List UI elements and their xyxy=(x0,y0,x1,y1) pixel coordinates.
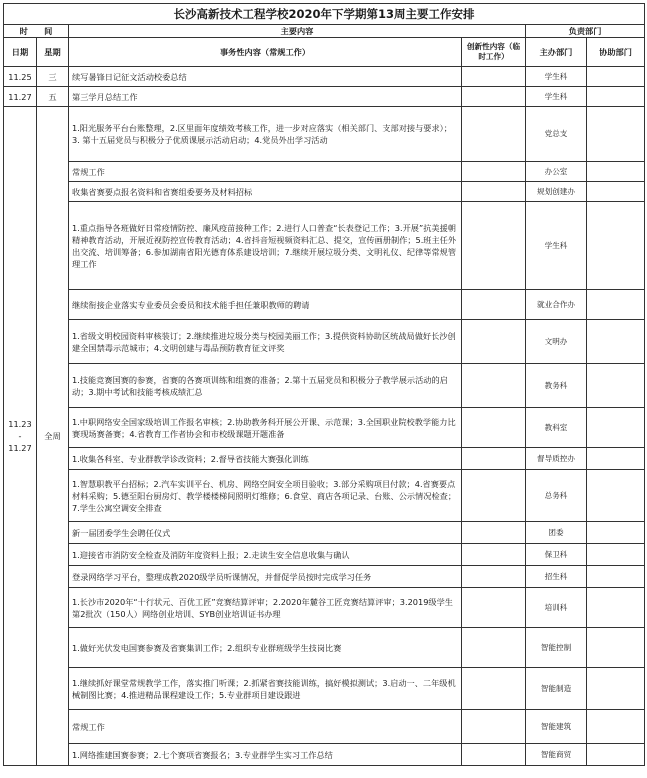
row-lead-dept: 招生科 xyxy=(526,566,587,588)
row-assist-dept xyxy=(587,87,645,107)
row-lead-dept: 智能控制 xyxy=(526,628,587,668)
row-task: 常规工作 xyxy=(69,162,462,182)
row-assist-dept xyxy=(587,710,645,744)
row-lead-dept: 学生科 xyxy=(526,202,587,290)
table-row xyxy=(4,408,645,448)
page-title: 长沙高新技术工程学校2020年下学期第13周主要工作安排 xyxy=(4,4,645,25)
row-task: 1.做好光伏发电国赛参赛及省赛集训工作；2.组织专业群班级学生技岗比赛 xyxy=(69,628,462,668)
row-lead-dept: 就业合作办 xyxy=(526,290,587,320)
row-task: 1.长沙市2020年“十行状元、百优工匠”竞赛结算评审；2.2020年麓谷工匠竞赛结算评审；3.2019级学生第2批次（150人）网络创业培训、SYB创业培训证书办理 xyxy=(69,588,462,628)
row-task: 第三学月总结工作 xyxy=(69,87,462,107)
row-creative xyxy=(462,182,526,202)
row-creative xyxy=(462,588,526,628)
row-lead-dept: 培训科 xyxy=(526,588,587,628)
row-assist-dept xyxy=(587,320,645,364)
row-lead-dept: 学生科 xyxy=(526,87,587,107)
row-task: 1.省级文明校园资料审核装订；2.继续推进垃圾分类与校园美丽工作；3.提供资料协助区统战局做好长沙创建全国禁毒示范城市；4.文明创建与毒品预防教育征文评奖 xyxy=(69,320,462,364)
row-assist-dept xyxy=(587,448,645,470)
row-creative xyxy=(462,107,526,162)
row-lead-dept: 总务科 xyxy=(526,470,587,522)
row-creative xyxy=(462,162,526,182)
table-row xyxy=(4,710,645,744)
group-date: 11.23 - 11.27 xyxy=(4,107,37,766)
row-task: 1.迎接省市消防安全检查及消防年度资料上报；2.走读生安全信息收集与确认 xyxy=(69,544,462,566)
row-task: 1.收集各科室、专业群教学诊改资料；2.督导省技能大赛强化训练 xyxy=(69,448,462,470)
row-task: 1.重点指导各班做好日常疫情防控、廉风疫苗接种工作；2.进行人口普查“长表登记工作；3.开展”抗美援朝精神教育活动，开展近视防控宣传教育活动；4.省抖音短视频资料汇总、提交，宣传画册制作；5.班主任外出交流、培训筹备；6.参加湖南省阳光德育体系建设培训；7.继续开展垃圾分类、文明礼仪、纪律等常规管理工作 xyxy=(69,202,462,290)
row-assist-dept xyxy=(587,588,645,628)
row-assist-dept xyxy=(587,544,645,566)
header-creative-tasks: 创新性内容（临时工作） xyxy=(462,38,526,67)
row-lead-dept: 保卫科 xyxy=(526,544,587,566)
row-task: 收集省赛要点报名资料和省赛组委要务及材料招标 xyxy=(69,182,462,202)
row-assist-dept xyxy=(587,744,645,766)
table-row xyxy=(4,67,645,87)
row-task: 1.继续抓好课堂常规教学工作，落实推门听课；2.抓紧省赛技能训练，搞好模拟测试；3.启动一、二年级机械制图比赛；4.推进精品课程建设工作；5.专业群项目建设跟进 xyxy=(69,668,462,710)
header-time: 时 间 xyxy=(4,25,69,38)
row-task: 1.网络推建国赛参赛；2.七个赛项省赛报名；3.专业群学生实习工作总结 xyxy=(69,744,462,766)
row-assist-dept xyxy=(587,522,645,544)
table-row xyxy=(4,364,645,408)
row-lead-dept: 学生科 xyxy=(526,67,587,87)
row-creative xyxy=(462,67,526,87)
row-assist-dept xyxy=(587,202,645,290)
table-row xyxy=(4,628,645,668)
table-row xyxy=(4,588,645,628)
table-row xyxy=(4,522,645,544)
row-creative xyxy=(462,290,526,320)
row-creative xyxy=(462,566,526,588)
group-weekday: 全周 xyxy=(37,107,69,766)
row-lead-dept: 教务科 xyxy=(526,364,587,408)
row-lead-dept: 团委 xyxy=(526,522,587,544)
header-assist-dept: 协助部门 xyxy=(587,38,645,67)
table-row xyxy=(4,87,645,107)
row-assist-dept xyxy=(587,668,645,710)
row-task: 常规工作 xyxy=(69,710,462,744)
row-creative xyxy=(462,668,526,710)
header-weekday: 星期 xyxy=(37,38,69,67)
row-creative xyxy=(462,522,526,544)
table-row xyxy=(4,544,645,566)
row-lead-dept: 智能商贸 xyxy=(526,744,587,766)
row-assist-dept xyxy=(587,408,645,448)
row-assist-dept xyxy=(587,182,645,202)
row-assist-dept xyxy=(587,470,645,522)
row-lead-dept: 党总支 xyxy=(526,107,587,162)
row-creative xyxy=(462,87,526,107)
row-task: 1.中职网络安全国家级培训工作报名审核；2.协助教务科开展公开课、示范课；3.全国职业院校教学能力比赛现场赛备赛；4.省教育工作者协会和市校级课题开题准备 xyxy=(69,408,462,448)
row-creative xyxy=(462,448,526,470)
row-assist-dept xyxy=(587,67,645,87)
row-assist-dept xyxy=(587,566,645,588)
row-lead-dept: 教科室 xyxy=(526,408,587,448)
row-weekday: 五 xyxy=(37,87,69,107)
row-creative xyxy=(462,628,526,668)
row-task: 续写暑锋日记征文活动校委总结 xyxy=(69,67,462,87)
row-task: 继续衔接企业落实专业委员会委员和技术能手担任兼职教师的聘请 xyxy=(69,290,462,320)
table-row xyxy=(4,566,645,588)
row-creative xyxy=(462,470,526,522)
row-task: 1.技能竞赛国赛的参赛，省赛的各赛项训练和组赛的准备；2.第十五届党员和积极分子教学展示活动的启动；3.期中考试和技能考核成绩汇总 xyxy=(69,364,462,408)
row-creative xyxy=(462,408,526,448)
row-creative xyxy=(462,364,526,408)
row-date: 11.27 xyxy=(4,87,37,107)
row-assist-dept xyxy=(587,364,645,408)
table-row xyxy=(4,668,645,710)
row-assist-dept xyxy=(587,628,645,668)
table-row xyxy=(4,290,645,320)
row-creative xyxy=(462,320,526,364)
row-lead-dept: 规划创建办 xyxy=(526,182,587,202)
header-responsible-dept: 负责部门 xyxy=(526,25,645,38)
row-date: 11.25 xyxy=(4,67,37,87)
row-lead-dept: 文明办 xyxy=(526,320,587,364)
row-lead-dept: 智能制造 xyxy=(526,668,587,710)
row-task: 新一届团委学生会聘任仪式 xyxy=(69,522,462,544)
row-task: 1.智慧职教平台招标；2.汽车实训平台、机房、网络空间安全项目验收；3.部分采购项目付款；4.省赛要点材料采购；5.德至阳台厨房灯、教学楼楼梯间照明灯维修；6.食堂、商店各项记录、台账、公示情况检查；7.学生公寓空调安全排查 xyxy=(69,470,462,522)
table-row xyxy=(4,470,645,522)
table-row xyxy=(4,182,645,202)
row-creative xyxy=(462,710,526,744)
row-creative xyxy=(462,744,526,766)
row-creative xyxy=(462,202,526,290)
header-date: 日期 xyxy=(4,38,37,67)
table-row xyxy=(4,107,645,162)
row-assist-dept xyxy=(587,162,645,182)
table-row xyxy=(4,320,645,364)
row-task: 1.阳光服务平台台账整理，2.区里面年度绩效考核工作，进一步对应落实（相关部门、支部对接与要求）；3. 第十五届党员与积极分子优质课展示活动启动；4.党员外出学习活动 xyxy=(69,107,462,162)
header-routine-tasks: 事务性内容（常规工作） xyxy=(69,38,462,67)
row-weekday: 三 xyxy=(37,67,69,87)
table-row xyxy=(4,448,645,470)
table-row xyxy=(4,744,645,766)
row-lead-dept: 办公室 xyxy=(526,162,587,182)
row-lead-dept: 智能建筑 xyxy=(526,710,587,744)
table-row xyxy=(4,162,645,182)
schedule-table xyxy=(3,3,645,766)
row-creative xyxy=(462,544,526,566)
row-assist-dept xyxy=(587,290,645,320)
header-main-content: 主要内容 xyxy=(69,25,526,38)
row-lead-dept: 督导质控办 xyxy=(526,448,587,470)
schedule-sheet xyxy=(3,3,644,766)
header-lead-dept: 主办部门 xyxy=(526,38,587,67)
row-task: 登录网络学习平台，整理成教2020级学员听课情况，并督促学员按时完成学习任务 xyxy=(69,566,462,588)
row-assist-dept xyxy=(587,107,645,162)
table-row xyxy=(4,202,645,290)
